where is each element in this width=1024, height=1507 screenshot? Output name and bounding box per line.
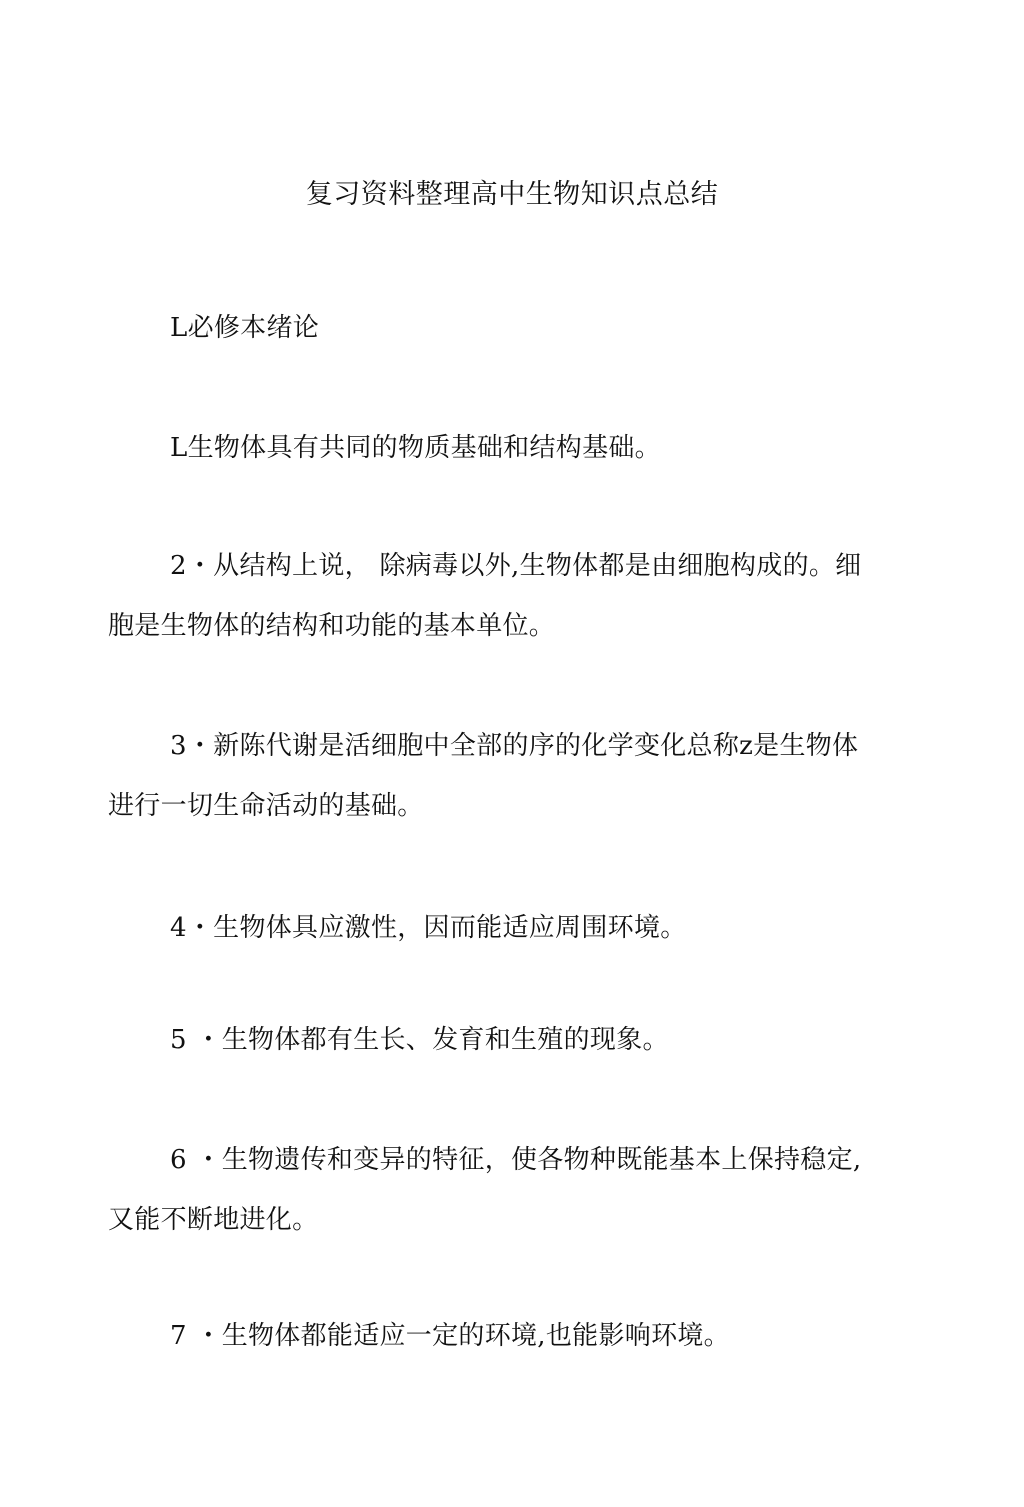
paragraph-5: 5 ・生物体都有生长、发育和生殖的现象。 <box>170 1025 669 1055</box>
paragraph-6: 6 ・生物遗传和变异的特征，使各物种既能基本上保持稳定,又能不断地进化。 <box>108 1145 862 1235</box>
paragraph-3: 3・新陈代谢是活细胞中全部的序的化学变化总称z是生物体进行一切生命活动的基础。 <box>108 731 859 821</box>
paragraph-1: L生物体具有共同的物质基础和结构基础。 <box>170 433 661 463</box>
document-title: 复习资料整理高中生物知识点总结 <box>305 179 719 210</box>
section-heading: L必修本绪论 <box>170 313 320 343</box>
paragraph-2: 2・从结构上说， 除病毒以外,生物体都是由细胞构成的。细胞是生物体的结构和功能的基本单位。 <box>108 551 862 641</box>
paragraph-4: 4・生物体具应激性，因而能适应周围环境。 <box>170 913 687 943</box>
paragraph-7: 7 ・生物体都能适应一定的环境,也能影响环境。 <box>170 1321 730 1351</box>
